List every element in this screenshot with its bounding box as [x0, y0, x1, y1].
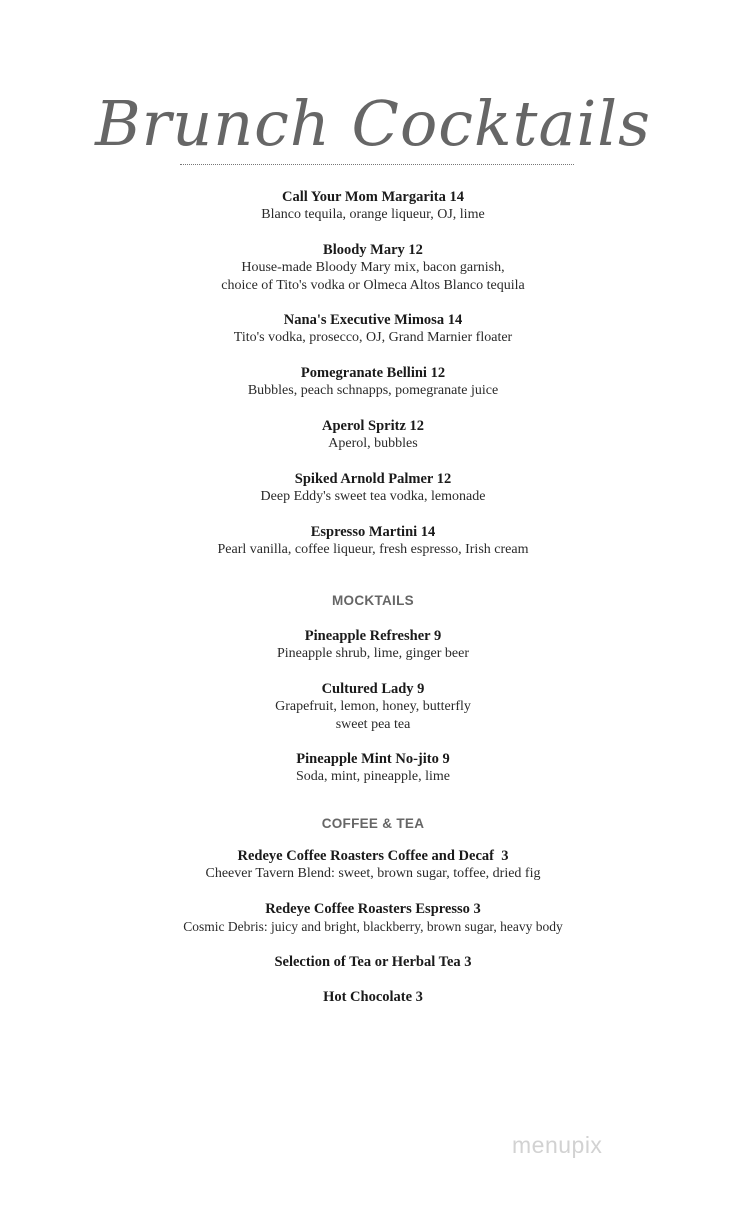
menu-item-description: Pearl vanilla, coffee liqueur, fresh espresso, Irish cream: [217, 542, 529, 557]
menu-item-description: sweet pea tea: [335, 717, 411, 732]
menu-item-description: Pineapple shrub, lime, ginger beer: [276, 646, 470, 661]
menu-item-name: Call Your Mom Margarita 14: [281, 189, 465, 205]
menu-item-name: Pomegranate Bellini 12: [300, 365, 446, 381]
menu-item-description: Blanco tequila, orange liqueur, OJ, lime: [261, 207, 485, 222]
menu-item-description: Bubbles, peach schnapps, pomegranate juice: [247, 383, 499, 398]
menu-item-name: Hot Chocolate 3: [323, 989, 423, 1005]
menu-item-name: Espresso Martini 14: [310, 524, 436, 540]
title-divider: [180, 164, 574, 165]
menu-item-description: Deep Eddy's sweet tea vodka, lemonade: [260, 489, 486, 504]
menu-item-description: House-made Bloody Mary mix, bacon garnish,: [241, 260, 505, 275]
menu-item-name: Redeye Coffee Roasters Espresso 3: [265, 901, 481, 917]
menu-item: [0, 241, 746, 295]
menu-item-description: Grapefruit, lemon, honey, butterfly: [275, 699, 471, 714]
menu-item-description: Soda, mint, pineapple, lime: [296, 769, 450, 784]
menu-item: [0, 988, 746, 1006]
page-title: Brunch Cocktails: [95, 87, 651, 160]
menu-item-description: Cheever Tavern Blend: sweet, brown sugar, toffee, dried fig: [205, 866, 541, 881]
menu-item: [0, 953, 746, 971]
menu-item: [0, 470, 746, 506]
menu-item-description: Aperol, bubbles: [328, 436, 418, 451]
menu-item-description: Cosmic Debris: juicy and bright, blackberry, brown sugar, heavy body: [183, 919, 563, 934]
menu-item-name: Spiked Arnold Palmer 12: [294, 471, 452, 487]
menu-item-name: Bloody Mary 12: [323, 242, 423, 258]
menu-item: [0, 417, 746, 453]
menu-item-name: Pineapple Mint No-jito 9: [296, 751, 450, 767]
menu-item: [0, 188, 746, 224]
menu-item-name: Pineapple Refresher 9: [304, 628, 442, 644]
menu-item: [0, 523, 746, 559]
menu-item-name: Aperol Spritz 12: [321, 418, 425, 434]
menu-item-name: Redeye Coffee Roasters Coffee and Decaf 3: [237, 848, 509, 864]
menu-item-name: Nana's Executive Mimosa 14: [283, 312, 463, 328]
menu-item: [0, 680, 746, 734]
menu-item: [0, 750, 746, 786]
menu-item: [0, 900, 746, 936]
coffee-tea-heading: COFFEE & TEA: [321, 816, 425, 831]
menu-item-description: Tito's vodka, prosecco, OJ, Grand Marnier floater: [233, 330, 513, 345]
menu-item-description: choice of Tito's vodka or Olmeca Altos Blanco tequila: [221, 278, 525, 293]
menu-item: [0, 311, 746, 347]
menu-item-name: Selection of Tea or Herbal Tea 3: [274, 954, 472, 970]
mocktails-heading: MOCKTAILS: [332, 593, 414, 608]
menu-item: [0, 627, 746, 663]
menu-item-name: Cultured Lady 9: [321, 681, 425, 697]
menu-item: [0, 364, 746, 400]
menu-item: [0, 847, 746, 883]
watermark: menupix: [512, 1132, 603, 1158]
